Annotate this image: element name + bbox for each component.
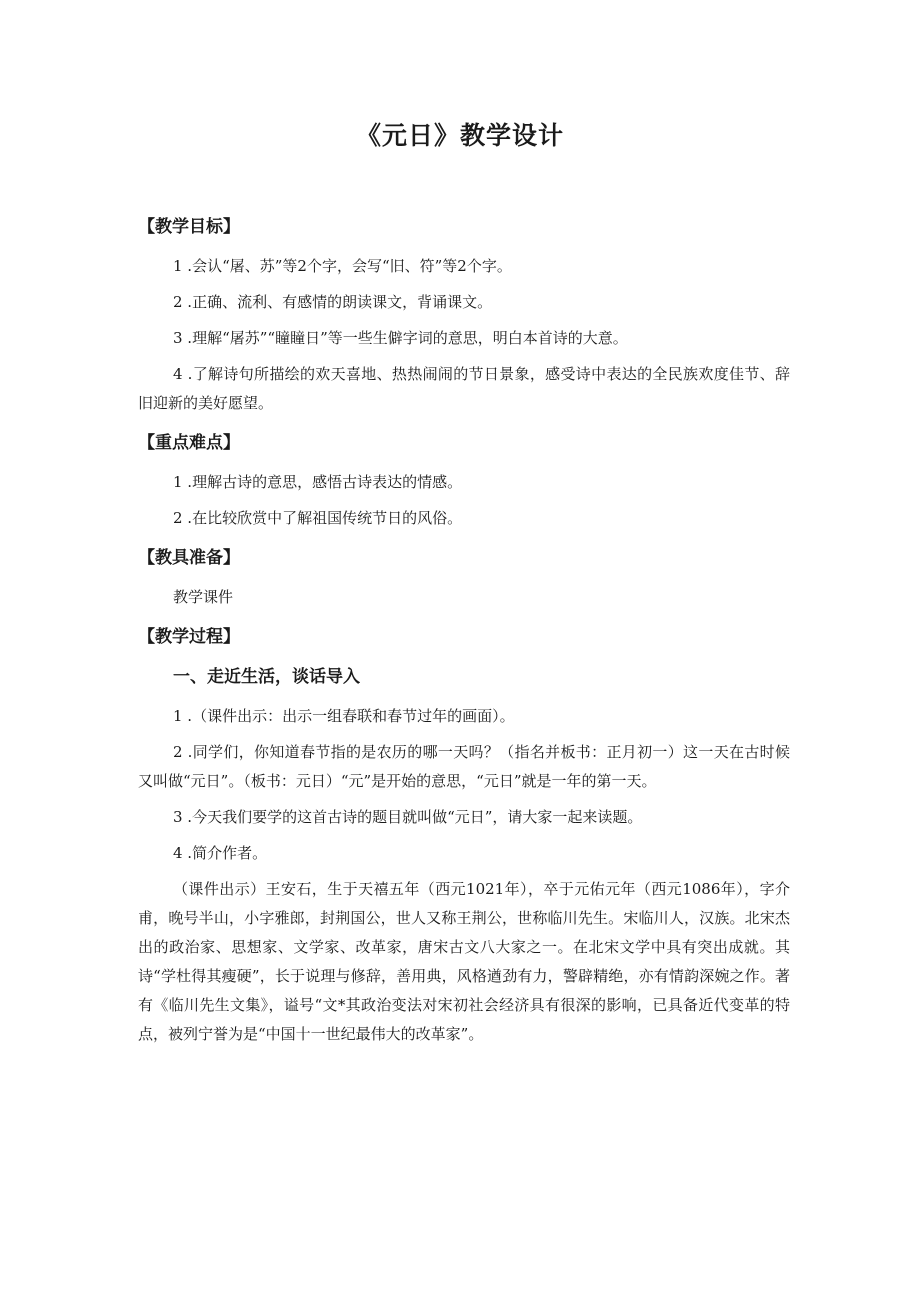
process-part1-heading: 一、走近生活，谈话导入 <box>173 667 360 687</box>
process-item-3: 3 .今天我们要学的这首古诗的题目就叫做“元日”，请大家一起来读题。 <box>173 808 643 826</box>
section-heading-process: 【教学过程】 <box>138 627 240 647</box>
section-heading-key-points: 【重点难点】 <box>138 433 240 453</box>
document-title: 《元日》教学设计 <box>355 121 564 150</box>
goal-item-3: 3 .理解“屠苏”“瞳瞳日”等一些生僻字词的意思，明白本首诗的大意。 <box>173 329 628 347</box>
goal-item-4: 4 .了解诗句所描绘的欢天喜地、热热闹闹的节日景象，感受诗中表达的全民族欢度佳节、辞旧迎新的美好愿望。 <box>138 365 790 412</box>
process-item-2: 2 .同学们，你知道春节指的是农历的哪一天吗？（指名并板书：正月初一）这一天在古时候又叫做“元日”。（板书：元日）“元”是开始的意思，“元日”就是一年的第一天。 <box>138 743 790 790</box>
section-heading-goals: 【教学目标】 <box>138 217 240 237</box>
key-point-item-1: 1 .理解古诗的意思，感悟古诗表达的情感。 <box>173 473 463 491</box>
goal-item-1: 1 .会认“屠、苏”等2个字，会写“旧、符”等2个字。 <box>173 257 512 275</box>
section-heading-materials: 【教具准备】 <box>138 548 240 568</box>
process-item-4: 4 .简介作者。 <box>173 844 268 862</box>
author-intro: （课件出示）王安石，生于天禧五年（西元1021年），卒于元佑元年（西元1086年），字介甫，晚号半山，小字雅郎，封荆国公，世人又称王荆公，世称临川先生。宋临川人，汉族。北宋杰出的政治家、思想家、文学家、改革家，唐宋古文八大家之一。在北宋文学中具有突出成就。其诗“学杜得其瘦硬”，长于说理与修辞，善用典，风格遒劲有力，警辟精绝，亦有情韵深婉之作。著有《临川先生文集》，谥号“文*其政治变法对宋初社会经济具有很深的影响，已具备近代变革的特点，被列宁誉为是“中国十一世纪最伟大的改革家”。 <box>138 880 790 1043</box>
document-body <box>138 212 790 1049</box>
process-item-1: 1 .（课件出示：出示一组春联和春节过年的画面）。 <box>173 707 515 725</box>
key-point-item-2: 2 .在比较欣赏中了解祖国传统节日的风俗。 <box>173 509 463 527</box>
materials-item-1: 教学课件 <box>173 588 234 606</box>
goal-item-2: 2 .正确、流利、有感情的朗读课文，背诵课文。 <box>173 293 493 311</box>
